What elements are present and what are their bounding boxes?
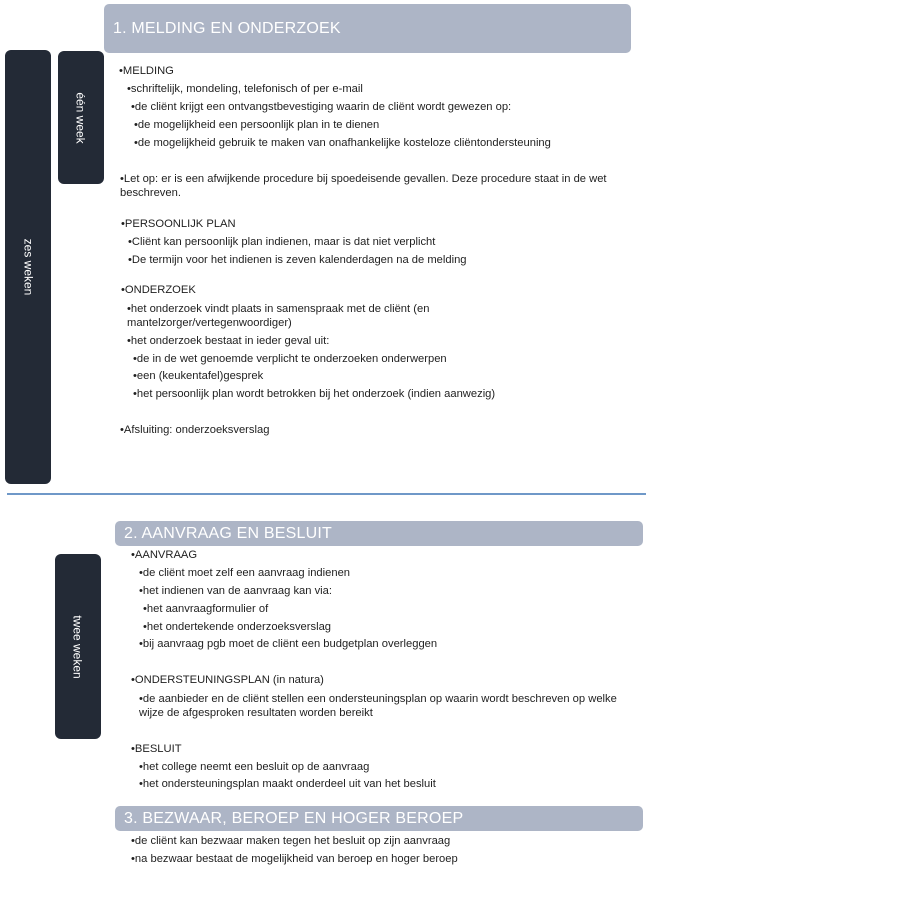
section-1-header	[104, 4, 631, 53]
list-item: •het college neemt een besluit op de aanvraag	[139, 761, 370, 773]
list-item: •Cliënt kan persoonlijk plan indienen, maar is dat niet verplicht	[128, 236, 436, 248]
list-item: •bij aanvraag pgb moet de cliënt een budgetplan overleggen	[139, 638, 438, 650]
ondersteuningsplan-heading: •ONDERSTEUNINGSPLAN (in natura)	[131, 674, 324, 686]
six-weeks-bar	[5, 50, 51, 484]
warning-note: •Let op: er is een afwijkende procedure bij spoedeisende gevallen. Deze procedure staat in de wet beschreven.	[120, 173, 607, 199]
section-3-header	[115, 806, 643, 831]
list-item: •het ondertekende onderzoeksverslag	[143, 621, 332, 633]
section-2-header	[115, 521, 643, 546]
section-2-title: 2. AANVRAAG EN BESLUIT	[124, 524, 333, 542]
one-week-bar	[58, 51, 104, 184]
list-item: •de mogelijkheid een persoonlijk plan in te dienen	[134, 119, 380, 131]
list-item: •na bezwaar bestaat de mogelijkheid van beroep en hoger beroep	[131, 853, 458, 865]
list-item: •een (keukentafel)gesprek	[133, 370, 264, 382]
two-weeks-label: twee weken	[71, 614, 85, 679]
six-weeks-label: zes weken	[21, 238, 36, 296]
section-1-title: 1. MELDING EN ONDERZOEK	[113, 19, 341, 37]
list-item: •schriftelijk, mondeling, telefonisch of per e-mail	[127, 83, 363, 95]
list-item: •het aanvraagformulier of	[143, 603, 269, 615]
two-weeks-bar	[55, 554, 101, 739]
list-item: •de cliënt krijgt een ontvangstbevestiging waarin de cliënt wordt gewezen op:	[131, 101, 512, 113]
list-item: •het indienen van de aanvraag kan via:	[139, 585, 333, 597]
list-item: •het persoonlijk plan wordt betrokken bij het onderzoek (indien aanwezig)	[133, 388, 496, 400]
section-3-title: 3. BEZWAAR, BEROEP EN HOGER BEROEP	[124, 809, 464, 827]
list-item: •de cliënt kan bezwaar maken tegen het besluit op zijn aanvraag	[131, 835, 451, 847]
list-item: •de in de wet genoemde verplicht te onderzoeken onderwerpen	[133, 353, 447, 365]
list-item: •het onderzoek vindt plaats in samenspraak met de cliënt (en mantelzorger/vertegenwoordiger)	[127, 303, 430, 329]
aanvraag-heading: •AANVRAAG	[131, 549, 198, 561]
list-item: •de mogelijkheid gebruik te maken van onafhankelijke kosteloze cliëntondersteuning	[134, 137, 551, 149]
list-item: •de cliënt moet zelf een aanvraag indienen	[139, 567, 351, 579]
onderzoek-heading: •ONDERZOEK	[121, 284, 196, 296]
section-divider	[7, 493, 646, 495]
list-item: •het ondersteuningsplan maakt onderdeel uit van het besluit	[139, 778, 436, 790]
afsluiting-line: •Afsluiting: onderzoeksverslag	[120, 424, 270, 436]
one-week-label: één week	[74, 91, 88, 144]
list-item: •het onderzoek bestaat in ieder geval uit:	[127, 335, 330, 347]
melding-heading: •MELDING	[119, 65, 174, 77]
list-item: •De termijn voor het indienen is zeven kalenderdagen na de melding	[128, 254, 467, 266]
persoonlijk-plan-heading: •PERSOONLIJK PLAN	[121, 218, 236, 230]
list-item: •de aanbieder en de cliënt stellen een ondersteuningsplan op waarin wordt beschreven op welke wijze de afgesproken resultaten worden bereikt	[139, 693, 617, 719]
besluit-heading: •BESLUIT	[131, 743, 182, 755]
